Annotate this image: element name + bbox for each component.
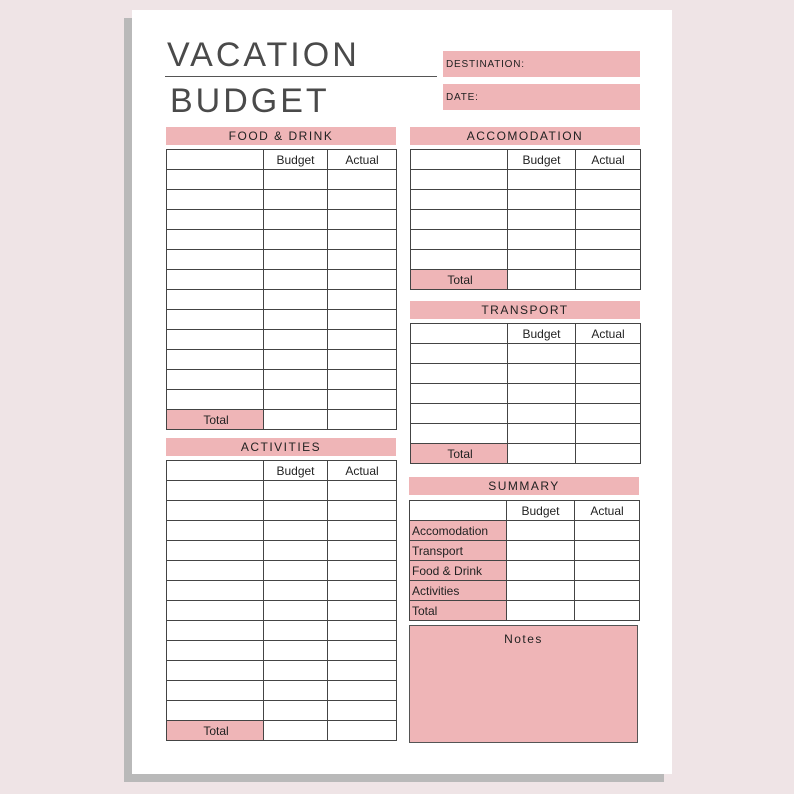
total-row — [167, 721, 397, 741]
item-cell[interactable] — [167, 681, 264, 701]
actual-cell[interactable] — [576, 404, 641, 424]
item-cell[interactable] — [167, 701, 264, 721]
budget-sheet — [132, 10, 672, 774]
actual-cell[interactable] — [576, 384, 641, 404]
total-label: Total — [167, 410, 264, 430]
table-row — [167, 681, 397, 701]
item-cell[interactable] — [167, 521, 264, 541]
item-cell[interactable] — [411, 230, 508, 250]
actual-cell[interactable] — [576, 344, 641, 364]
table-row — [410, 541, 640, 561]
actual-cell[interactable] — [575, 581, 640, 601]
item-header — [411, 324, 508, 344]
item-cell[interactable] — [411, 190, 508, 210]
actual-total-cell[interactable] — [576, 270, 641, 290]
table-row — [167, 330, 397, 350]
budget-cell[interactable] — [264, 621, 328, 641]
budget-cell[interactable] — [264, 701, 328, 721]
summary-title: SUMMARY — [409, 477, 639, 495]
item-cell[interactable] — [411, 364, 508, 384]
table-row — [411, 210, 641, 230]
table-row — [167, 481, 397, 501]
table-row — [167, 230, 397, 250]
actual-cell[interactable] — [328, 521, 397, 541]
budget-cell[interactable] — [264, 581, 328, 601]
item-header — [167, 150, 264, 170]
table-row — [167, 170, 397, 190]
actual-cell[interactable] — [328, 270, 397, 290]
table-row — [411, 190, 641, 210]
budget-cell[interactable] — [264, 170, 328, 190]
table-row — [167, 390, 397, 410]
item-cell[interactable] — [411, 404, 508, 424]
table-row — [167, 661, 397, 681]
budget-cell[interactable] — [264, 230, 328, 250]
actual-cell[interactable] — [328, 701, 397, 721]
actual-cell[interactable] — [328, 170, 397, 190]
table-row — [411, 384, 641, 404]
table-row — [411, 170, 641, 190]
table-row — [167, 190, 397, 210]
actual-total-cell[interactable] — [328, 410, 397, 430]
table-header-row — [411, 324, 641, 344]
item-cell[interactable] — [167, 641, 264, 661]
item-cell[interactable] — [411, 424, 508, 444]
budget-cell[interactable] — [507, 581, 575, 601]
table-row — [410, 561, 640, 581]
table-row — [167, 601, 397, 621]
summary-row-label: Food & Drink — [410, 561, 507, 581]
actual-cell[interactable] — [328, 350, 397, 370]
total-label: Total — [411, 270, 508, 290]
table-row — [167, 350, 397, 370]
table-row — [410, 601, 640, 621]
table-row — [167, 501, 397, 521]
budget-total-cell[interactable] — [264, 721, 328, 741]
budget-cell[interactable] — [264, 501, 328, 521]
actual-cell[interactable] — [575, 541, 640, 561]
budget-cell[interactable] — [264, 370, 328, 390]
budget-header: Budget — [264, 150, 328, 170]
budget-cell[interactable] — [264, 210, 328, 230]
budget-cell[interactable] — [507, 541, 575, 561]
budget-cell[interactable] — [264, 330, 328, 350]
item-cell[interactable] — [411, 210, 508, 230]
actual-cell[interactable] — [328, 541, 397, 561]
food-drink-title: FOOD & DRINK — [166, 127, 396, 145]
item-header — [411, 150, 508, 170]
budget-cell[interactable] — [264, 681, 328, 701]
destination-field[interactable]: DESTINATION: — [443, 51, 640, 77]
budget-total-cell[interactable] — [508, 270, 576, 290]
actual-cell[interactable] — [328, 501, 397, 521]
budget-cell[interactable] — [264, 250, 328, 270]
budget-cell[interactable] — [508, 190, 576, 210]
actual-cell[interactable] — [576, 170, 641, 190]
item-cell[interactable] — [167, 170, 264, 190]
item-cell[interactable] — [167, 501, 264, 521]
table-row — [411, 344, 641, 364]
table-row — [411, 364, 641, 384]
budget-cell[interactable] — [264, 641, 328, 661]
item-cell[interactable] — [167, 561, 264, 581]
notes-box[interactable] — [409, 625, 638, 743]
budget-cell[interactable] — [264, 270, 328, 290]
actual-cell[interactable] — [575, 521, 640, 541]
item-cell[interactable] — [167, 541, 264, 561]
budget-total-cell[interactable] — [264, 410, 328, 430]
item-cell[interactable] — [167, 290, 264, 310]
table-row — [167, 541, 397, 561]
total-row — [411, 444, 641, 464]
budget-cell[interactable] — [264, 190, 328, 210]
actual-cell[interactable] — [576, 230, 641, 250]
table-row — [411, 230, 641, 250]
item-cell[interactable] — [167, 601, 264, 621]
table-header-row — [167, 150, 397, 170]
table-row — [410, 521, 640, 541]
budget-cell[interactable] — [508, 210, 576, 230]
item-header — [410, 501, 507, 521]
actual-cell[interactable] — [328, 230, 397, 250]
budget-header: Budget — [508, 324, 576, 344]
actual-cell[interactable] — [328, 641, 397, 661]
table-row — [411, 404, 641, 424]
transport-table — [410, 323, 641, 464]
table-header-row — [411, 150, 641, 170]
actual-header: Actual — [576, 324, 641, 344]
budget-cell[interactable] — [264, 310, 328, 330]
table-row — [167, 701, 397, 721]
budget-cell[interactable] — [508, 404, 576, 424]
budget-cell[interactable] — [264, 390, 328, 410]
notes-label: Notes — [504, 632, 543, 646]
actual-cell[interactable] — [328, 250, 397, 270]
title-line-1: VACATION — [167, 36, 360, 74]
actual-cell[interactable] — [328, 681, 397, 701]
summary-row-label: Accomodation — [410, 521, 507, 541]
total-label: Total — [411, 444, 508, 464]
actual-cell[interactable] — [328, 330, 397, 350]
item-cell[interactable] — [167, 190, 264, 210]
table-row — [167, 641, 397, 661]
budget-header: Budget — [508, 150, 576, 170]
summary-row-label: Total — [410, 601, 507, 621]
budget-cell[interactable] — [507, 521, 575, 541]
table-row — [167, 210, 397, 230]
activities-table — [166, 460, 397, 741]
table-row — [410, 581, 640, 601]
item-cell[interactable] — [167, 350, 264, 370]
actual-cell[interactable] — [576, 250, 641, 270]
activities-title: ACTIVITIES — [166, 438, 396, 456]
budget-cell[interactable] — [264, 481, 328, 501]
table-row — [167, 270, 397, 290]
budget-cell[interactable] — [264, 541, 328, 561]
title-line-2: BUDGET — [170, 82, 330, 120]
budget-cell[interactable] — [264, 521, 328, 541]
summary-row-label: Transport — [410, 541, 507, 561]
budget-cell[interactable] — [508, 384, 576, 404]
actual-total-cell[interactable] — [576, 444, 641, 464]
actual-cell[interactable] — [328, 210, 397, 230]
item-cell[interactable] — [411, 384, 508, 404]
item-cell[interactable] — [167, 621, 264, 641]
table-header-row — [410, 501, 640, 521]
budget-cell[interactable] — [508, 424, 576, 444]
accommodation-title: ACCOMODATION — [410, 127, 640, 145]
title-divider — [165, 76, 437, 77]
item-cell[interactable] — [167, 581, 264, 601]
actual-cell[interactable] — [328, 621, 397, 641]
summary-row-label: Activities — [410, 581, 507, 601]
date-field[interactable]: DATE: — [443, 84, 640, 110]
budget-total-cell[interactable] — [508, 444, 576, 464]
total-label: Total — [167, 721, 264, 741]
total-row — [411, 270, 641, 290]
item-cell[interactable] — [167, 370, 264, 390]
summary-table — [409, 500, 640, 621]
item-cell[interactable] — [167, 481, 264, 501]
actual-cell[interactable] — [328, 661, 397, 681]
actual-cell[interactable] — [328, 581, 397, 601]
budget-header: Budget — [264, 461, 328, 481]
table-row — [167, 621, 397, 641]
actual-header: Actual — [576, 150, 641, 170]
actual-cell[interactable] — [328, 390, 397, 410]
budget-cell[interactable] — [264, 561, 328, 581]
food-drink-table — [166, 149, 397, 430]
actual-cell[interactable] — [576, 364, 641, 384]
actual-cell[interactable] — [328, 481, 397, 501]
actual-cell[interactable] — [328, 370, 397, 390]
item-cell[interactable] — [411, 250, 508, 270]
item-cell[interactable] — [411, 170, 508, 190]
table-row — [167, 561, 397, 581]
actual-header: Actual — [328, 461, 397, 481]
table-row — [167, 370, 397, 390]
table-header-row — [167, 461, 397, 481]
table-row — [167, 310, 397, 330]
actual-header: Actual — [328, 150, 397, 170]
actual-total-cell[interactable] — [328, 721, 397, 741]
actual-cell[interactable] — [576, 190, 641, 210]
actual-cell[interactable] — [575, 601, 640, 621]
budget-cell[interactable] — [507, 601, 575, 621]
item-cell[interactable] — [167, 230, 264, 250]
table-row — [167, 581, 397, 601]
budget-cell[interactable] — [508, 230, 576, 250]
actual-cell[interactable] — [328, 601, 397, 621]
actual-cell[interactable] — [328, 190, 397, 210]
item-cell[interactable] — [167, 390, 264, 410]
actual-cell[interactable] — [576, 424, 641, 444]
item-cell[interactable] — [411, 344, 508, 364]
item-cell[interactable] — [167, 250, 264, 270]
budget-cell[interactable] — [508, 364, 576, 384]
item-cell[interactable] — [167, 210, 264, 230]
table-row — [167, 250, 397, 270]
actual-header: Actual — [575, 501, 640, 521]
table-row — [411, 250, 641, 270]
item-cell[interactable] — [167, 310, 264, 330]
item-cell[interactable] — [167, 270, 264, 290]
actual-cell[interactable] — [328, 310, 397, 330]
actual-cell[interactable] — [328, 561, 397, 581]
table-row — [167, 521, 397, 541]
item-cell[interactable] — [167, 330, 264, 350]
budget-cell[interactable] — [508, 250, 576, 270]
total-row — [167, 410, 397, 430]
actual-cell[interactable] — [328, 290, 397, 310]
item-header — [167, 461, 264, 481]
accommodation-table — [410, 149, 641, 290]
budget-cell[interactable] — [508, 344, 576, 364]
transport-title: TRANSPORT — [410, 301, 640, 319]
budget-cell[interactable] — [264, 290, 328, 310]
item-cell[interactable] — [167, 661, 264, 681]
budget-cell[interactable] — [264, 601, 328, 621]
budget-cell[interactable] — [507, 561, 575, 581]
table-row — [411, 424, 641, 444]
budget-cell[interactable] — [264, 350, 328, 370]
budget-header: Budget — [507, 501, 575, 521]
budget-cell[interactable] — [264, 661, 328, 681]
actual-cell[interactable] — [576, 210, 641, 230]
budget-cell[interactable] — [508, 170, 576, 190]
actual-cell[interactable] — [575, 561, 640, 581]
table-row — [167, 290, 397, 310]
